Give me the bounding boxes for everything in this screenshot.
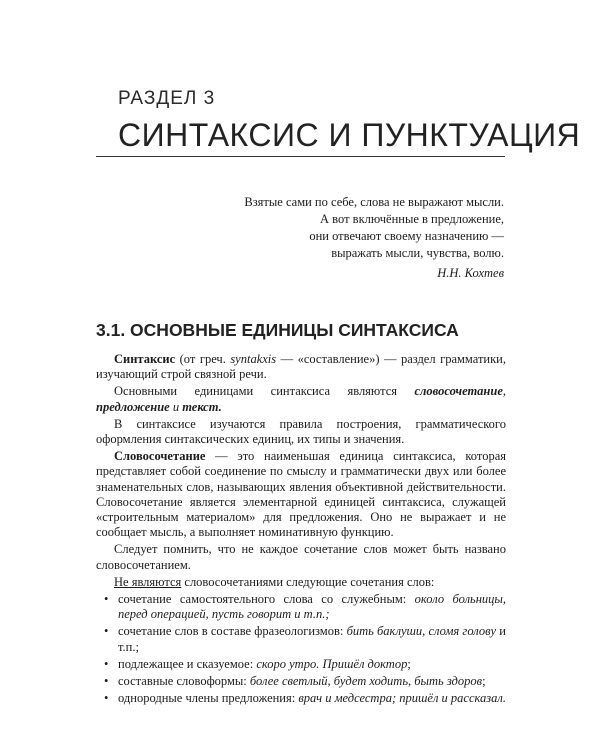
text-span: ; <box>407 656 411 671</box>
example: скоро утро. Пришёл доктор <box>256 656 408 671</box>
example: бить баклуши, сломя голову <box>346 624 497 639</box>
text-span: и т.п.; <box>118 624 506 654</box>
list-item <box>96 592 506 622</box>
epigraph <box>204 194 504 282</box>
text-span: словосочетаниями следующие сочетания слов: <box>181 574 435 589</box>
unit-phrase: словосочетание <box>414 384 503 399</box>
epigraph-line: выражать мысли, чувства, волю. <box>331 246 504 260</box>
body-text <box>96 352 506 708</box>
list-item <box>96 624 506 654</box>
bullet-icon: • <box>104 656 109 671</box>
paragraph-syntax-definition <box>96 352 506 382</box>
paragraph-phrase-definition <box>96 449 506 540</box>
section-heading: 3.1. ОСНОВНЫЕ ЕДИНИЦЫ СИНТАКСИСА <box>96 320 459 340</box>
epigraph-line: Взятые сами по себе, слова не выражают мысли. <box>244 195 504 209</box>
text-span: однородные члены предложения: <box>118 691 299 706</box>
text-span: — это наименьшая единица синтаксиса, которая представляет собой соединение по смыслу и грамматически двух или более знаменательных слов, называющих явления объективной действительности. Словосочетание является элементарной единицей синтаксиса, служащей «строительным материалом» для предложения. Оно не выражает и не сообщает мысль, а выполняет номинативную функцию. <box>96 449 506 540</box>
greek-word: syntakxis <box>230 352 277 366</box>
chapter-title: СИНТАКСИС И ПУНКТУАЦИЯ <box>118 117 581 153</box>
text-span: подлежащее и сказуемое: <box>118 656 257 671</box>
text-span: составные словоформы: <box>118 674 250 689</box>
example: около больницы, перед операцией, пусть говорит и т.п.; <box>118 592 507 622</box>
underlined-not: Не являются <box>114 574 182 589</box>
epigraph-line: А вот включённые в предложение, <box>320 212 504 226</box>
title-divider <box>96 156 505 157</box>
epigraph-author: Н.Н. Кохтев <box>437 266 504 280</box>
example: более светлый, будет ходить, быть здоров <box>249 674 483 689</box>
term-phrase: Словосочетание <box>114 449 206 464</box>
epigraph-line: они отвечают своему назначению — <box>309 229 504 243</box>
text-span: , <box>502 384 506 399</box>
paragraph-rules: В синтаксисе изучаются правила построения, грамматического оформления синтаксических единиц, их типы и значения. <box>96 416 506 447</box>
exceptions-list <box>96 592 506 706</box>
list-item <box>96 691 506 706</box>
text-span: сочетание слов в составе фразеологизмов: <box>118 624 347 639</box>
paragraph-note: Следует помнить, что не каждое сочетание слов может быть названо словосочетанием. <box>96 542 506 572</box>
bullet-icon: • <box>104 592 109 607</box>
bullet-icon: • <box>104 674 109 689</box>
text-span: (от греч. <box>175 352 231 366</box>
bullet-icon: • <box>104 624 109 639</box>
list-item <box>96 674 506 689</box>
text-span: и <box>169 399 183 414</box>
bullet-icon: • <box>104 691 109 706</box>
text-span: ; <box>482 674 486 689</box>
list-item <box>96 657 506 672</box>
paragraph-exceptions-intro <box>96 575 506 590</box>
paragraph-units <box>96 384 506 414</box>
example: врач и медсестра; пришёл и рассказал. <box>298 691 507 706</box>
unit-sentence: предложение <box>96 399 170 414</box>
section-label: РАЗДЕЛ 3 <box>118 88 216 109</box>
text-span: сочетание самостоятельного слова со служебным: <box>118 592 415 607</box>
term-syntax: Синтаксис <box>114 352 176 366</box>
unit-text: текст. <box>182 399 222 414</box>
text-span: — «составление») — раздел грамматики, изучающий строй связной речи. <box>96 352 506 382</box>
text-span: Основными единицами синтаксиса являются <box>114 384 415 399</box>
